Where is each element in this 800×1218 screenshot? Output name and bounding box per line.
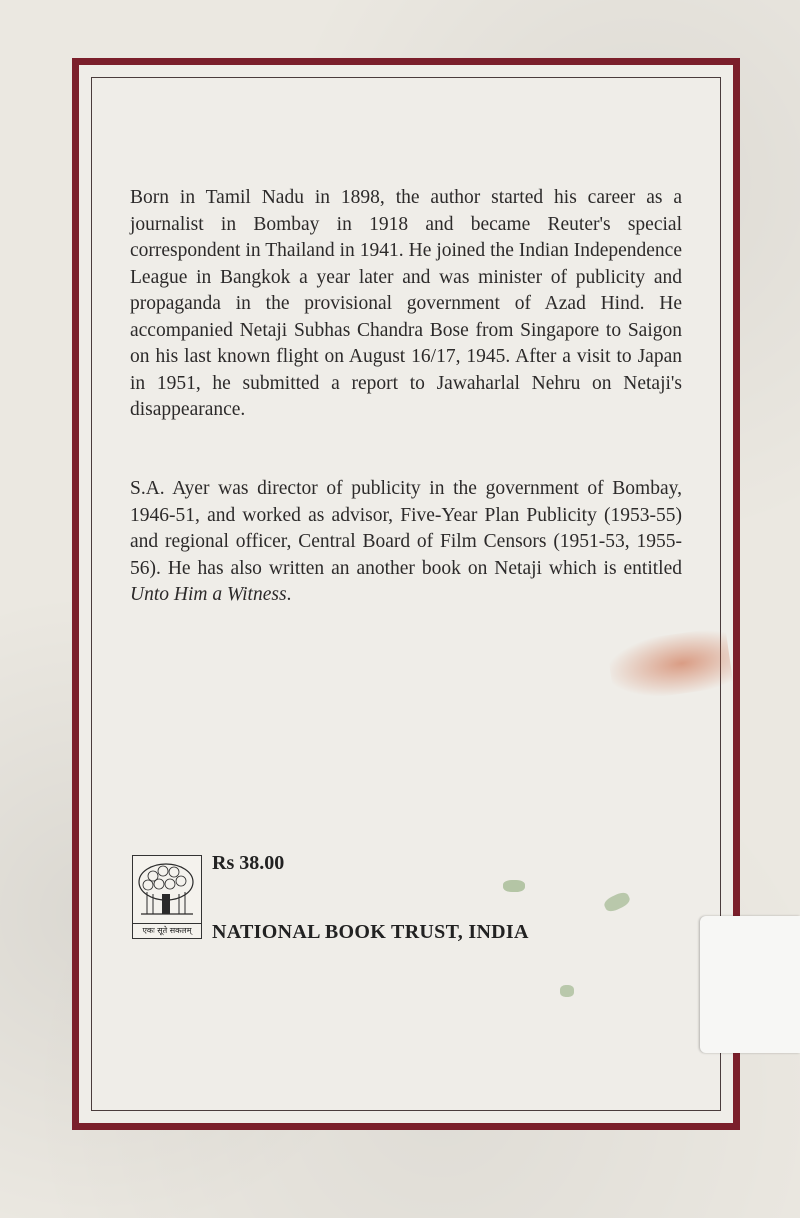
bio-text-1: Born in Tamil Nadu in 1898, the author started his career as a journalist in Bombay in 1918 and became Reuter's special correspondent in Thailand in 1941. He joined the Indian Independence League in Bangkok a year later and was minister of publicity and propaganda in the provisional government of Azad Hind. He accompanied Netaji Subhas Chandra Bose from Singapore to Saigon on his last known flight on August 16/17, 1945. After a visit to Japan in 1951, he submitted a report to Jawaharlal Nehru on Netaji's disappearance. (130, 187, 682, 420)
bio-text-2 (130, 476, 682, 609)
banyan-tree-icon (133, 856, 200, 922)
logo-motto: एकः सूते सकलम् (133, 923, 201, 936)
author-bio-paragraph-2 (130, 476, 682, 609)
stain-mark (560, 985, 574, 997)
bio-text-2-body: S.A. Ayer was director of publicity in the government of Bombay, 1946-51, and worked as advisor, Five-Year Plan Publicity (1953-55) and regional officer, Central Board of Film Censors (1951-53, 1955-56). He has also written an another book on Netaji which is entitled (130, 478, 682, 579)
publisher-logo (132, 855, 202, 939)
library-sticker (700, 916, 800, 1053)
price-label: Rs 38.00 (212, 852, 285, 874)
publisher-name: NATIONAL BOOK TRUST, INDIA (212, 921, 529, 943)
bio-text-2-end: . (286, 584, 292, 605)
author-bio-paragraph-1 (130, 185, 682, 424)
book-title: Unto Him a Witness (130, 584, 287, 605)
stain-mark (503, 880, 525, 892)
